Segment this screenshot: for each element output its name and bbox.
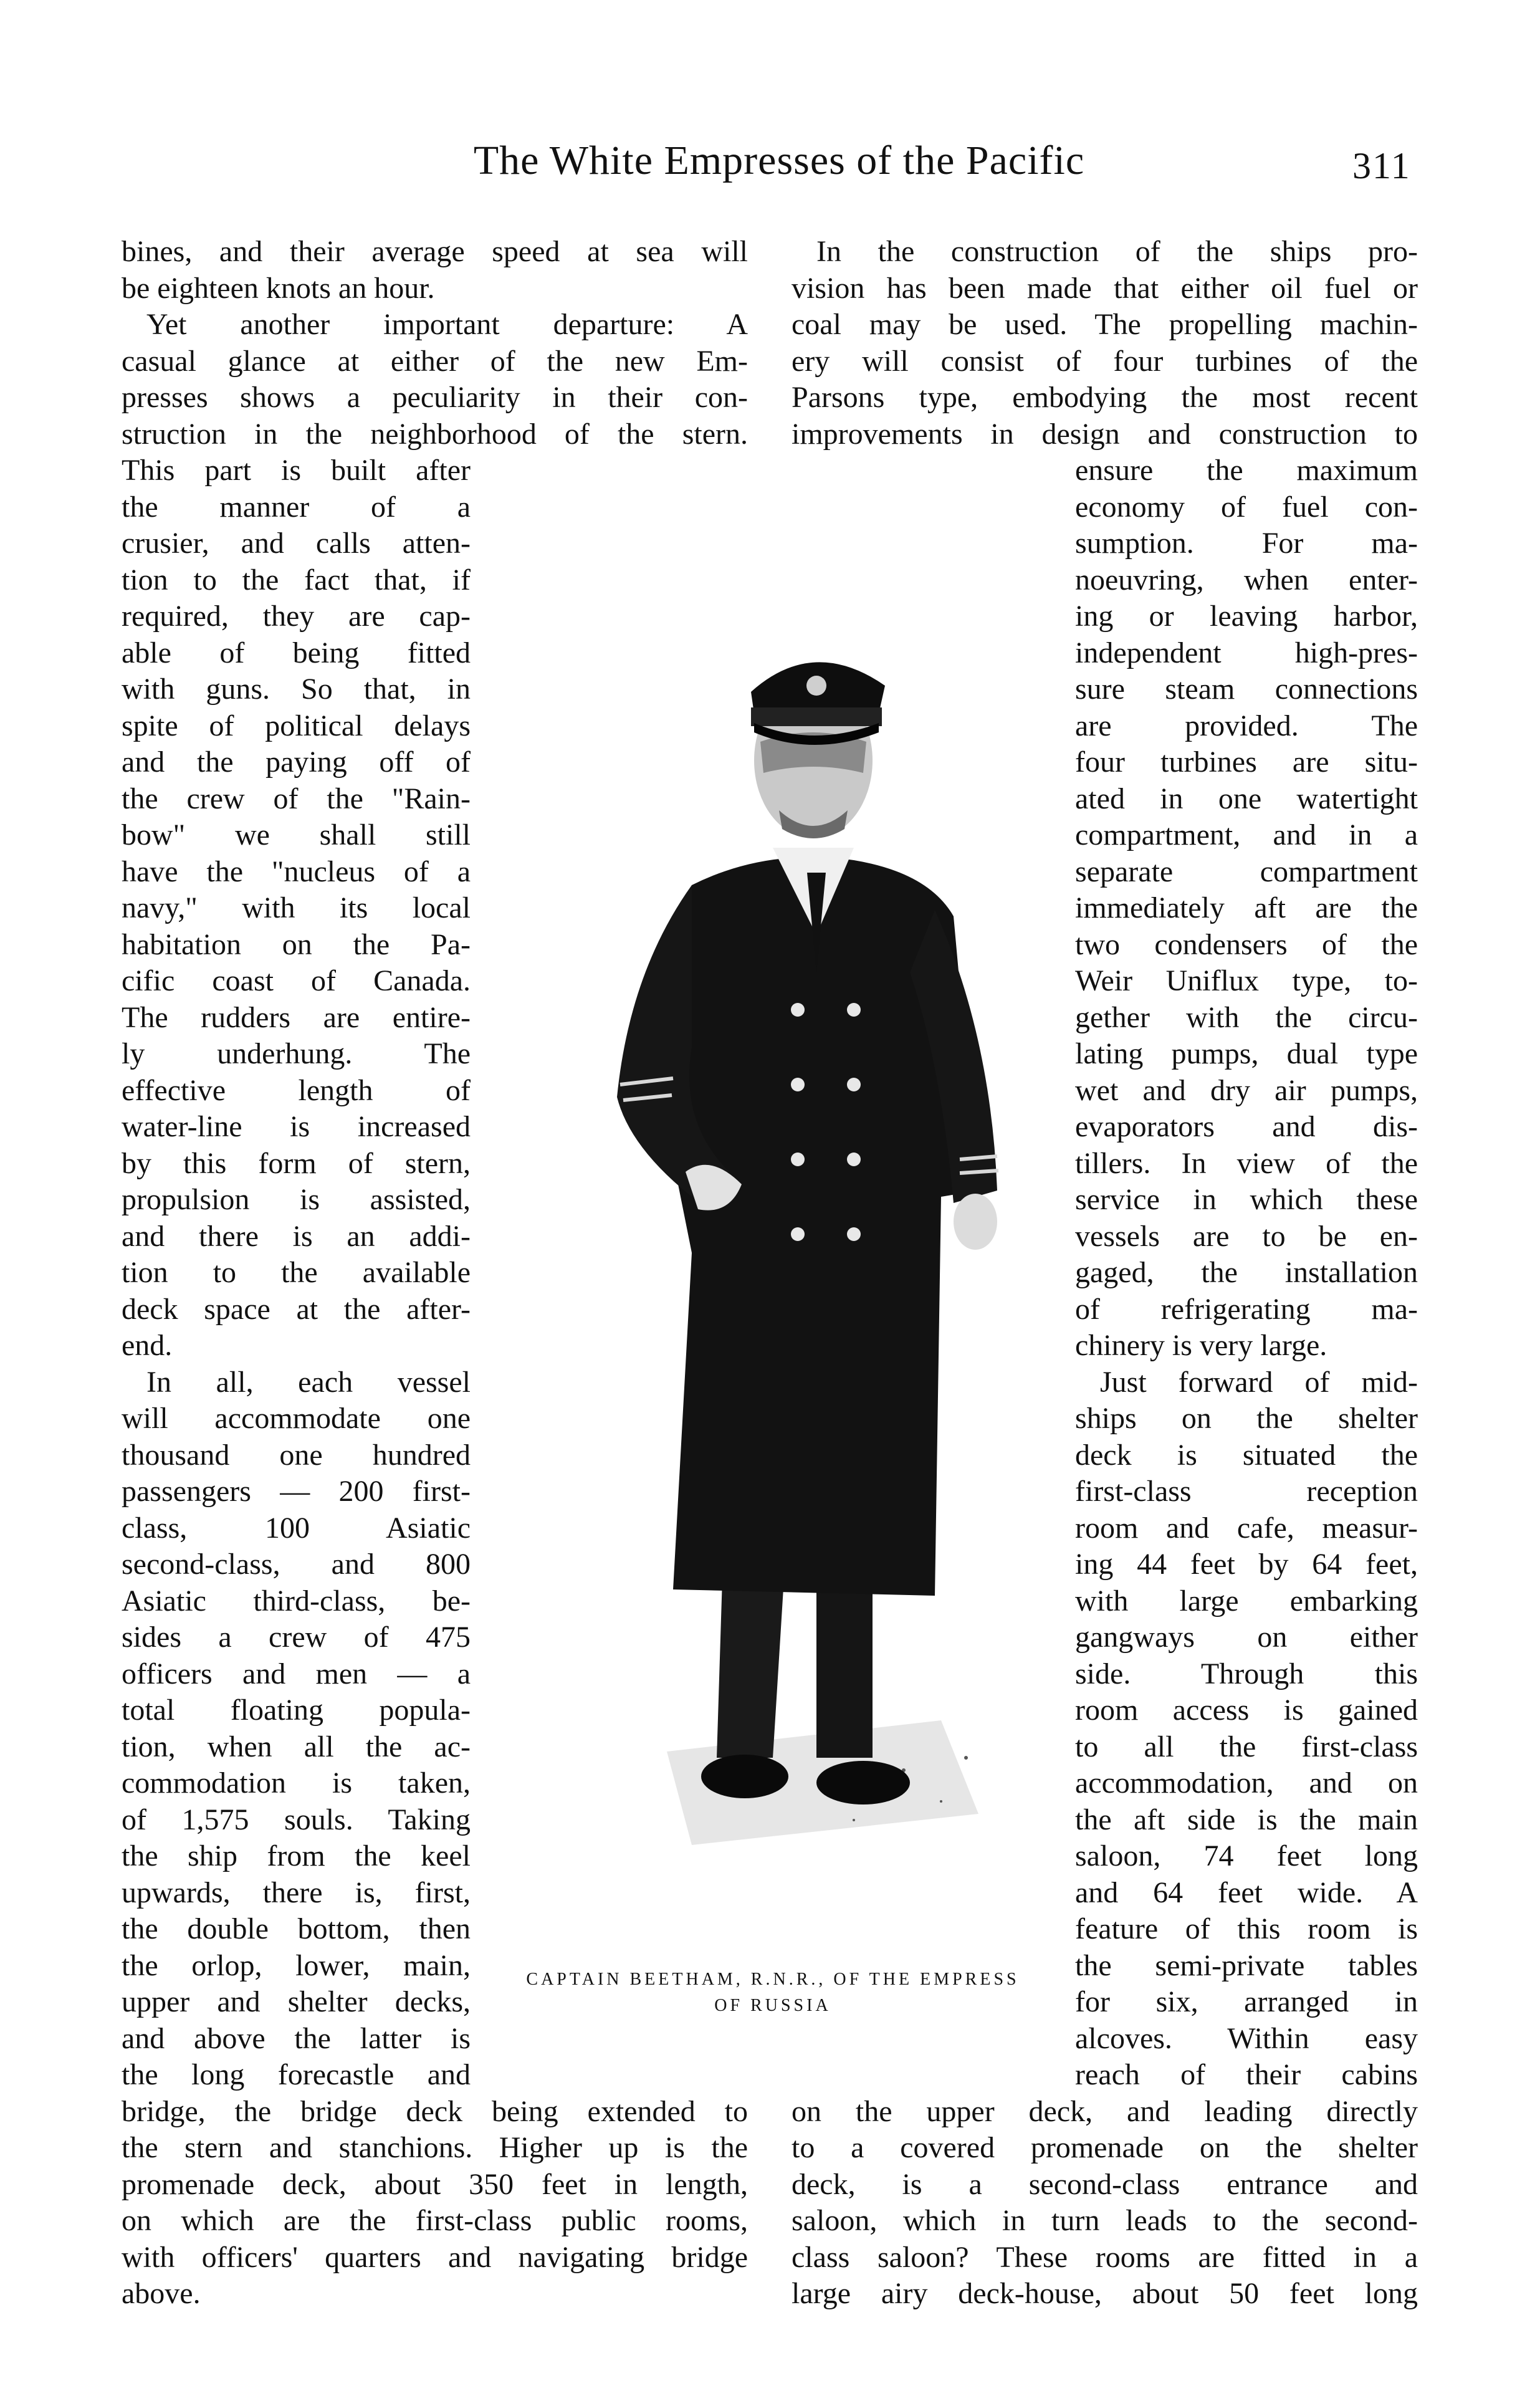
text-line: bines, and their average speed at sea will [122,235,748,268]
text-line: and the paying off of [122,745,471,779]
text-line: ing or leaving harbor, [1075,600,1418,633]
text-line: tion, when all the ac- [122,1730,471,1763]
text-line: alcoves. Within easy [1075,2021,1418,2055]
text-line: the ship from the keel [122,1839,471,1872]
page-number: 311 [1352,145,1411,186]
text-line: chinery is very large. [1075,1329,1327,1362]
text-line: on which are the first-class public rooms, [122,2204,748,2237]
text-line: be eighteen knots an hour. [122,271,435,305]
text-line: separate compartment [1075,855,1418,888]
text-line: end. [122,1329,173,1362]
text-line: room access is gained [1075,1694,1418,1727]
text-line: ing 44 feet by 64 feet, [1075,1548,1418,1581]
text-line: struction in the neighborhood of the stern. [122,417,748,451]
captain-photograph [505,536,1041,1882]
running-title: The White Empresses of the Pacific [473,138,1085,183]
caption-line: OF RUSSIA [714,1996,831,2015]
text-line: deck is situated the [1075,1438,1418,1472]
text-line: second-class, and 800 [122,1548,471,1581]
text-line: improvements in design and construction to [792,417,1418,451]
text-line: and 64 feet wide. A [1075,1876,1418,1909]
text-line: to all the first-class [1075,1730,1418,1763]
text-line: gether with the circu- [1075,1000,1418,1034]
text-line: able of being fitted [122,636,471,669]
text-line: with officers' quarters and navigating bridge [122,2240,748,2274]
text-line: deck, is a second-class entrance and [792,2167,1418,2201]
text-line: spite of political delays [122,709,471,742]
text-line: the manner of a [122,490,471,524]
text-line: sumption. For ma- [1075,527,1418,560]
text-line: propulsion is assisted, [122,1183,471,1216]
text-line: on the upper deck, and leading directly [792,2094,1418,2128]
text-line: reach of their cabins [1075,2058,1418,2091]
text-line: are provided. The [1075,709,1418,742]
text-line: the long forecastle and [122,2058,471,2091]
text-line: bridge, the bridge deck being extended to [122,2094,748,2128]
text-line: water-line is increased [122,1110,471,1143]
text-line: will accommodate one [122,1402,471,1435]
text-line: for six, arranged in [1075,1985,1418,2018]
text-line: presses shows a peculiarity in their con- [122,381,748,414]
text-line: noeuvring, when enter- [1075,563,1418,597]
text-line: of refrigerating ma- [1075,1292,1418,1326]
text-line: the double bottom, then [122,1912,471,1945]
text-line: tillers. In view of the [1075,1146,1418,1180]
text-line: the aft side is the main [1075,1803,1418,1836]
text-line: with large embarking [1075,1584,1418,1618]
text-line: vessels are to be en- [1075,1219,1418,1253]
text-line: ships on the shelter [1075,1402,1418,1435]
text-line: feature of this room is [1075,1912,1418,1945]
text-line: bow" we shall still [122,818,471,851]
text-line: above. [122,2277,201,2310]
text-line: evaporators and dis- [1075,1110,1418,1143]
text-line: crusier, and calls atten- [122,527,471,560]
text-line: passengers — 200 first- [122,1475,471,1508]
text-line: effective length of [122,1073,471,1107]
text-line: four turbines are situ- [1075,745,1418,779]
text-line: required, they are cap- [122,600,471,633]
text-line: the semi-private tables [1075,1948,1418,1982]
text-line: coal may be used. The propelling machin- [792,308,1418,341]
text-line: Asiatic third-class, be- [122,1584,471,1618]
text-line: tion to the available [122,1256,471,1289]
text-line: independent high-pres- [1075,636,1418,669]
text-line: ensure the maximum [1075,454,1418,487]
text-line: Weir Uniflux type, to- [1075,964,1418,997]
text-line: sure steam connections [1075,673,1418,706]
text-line: commodation is taken, [122,1766,471,1800]
text-line: habitation on the Pa- [122,927,471,961]
text-line: class, 100 Asiatic [122,1511,471,1545]
text-line: In the construction of the ships pro- [816,235,1418,268]
text-line: economy of fuel con- [1075,490,1418,524]
text-line: deck space at the after- [122,1292,471,1326]
text-line: upper and shelter decks, [122,1985,471,2018]
text-line: lating pumps, dual type [1075,1037,1418,1070]
text-line: have the "nucleus of a [122,855,471,888]
text-line: ly underhung. The [122,1037,471,1070]
text-line: accommodation, and on [1075,1766,1418,1800]
text-line: ated in one watertight [1075,782,1418,815]
text-line: navy," with its local [122,891,471,924]
text-line: class saloon? These rooms are fitted in a [792,2240,1418,2274]
text-line: total floating popula- [122,1694,471,1727]
text-line: with guns. So that, in [122,673,471,706]
text-line: In all, each vessel [146,1365,471,1399]
text-line: The rudders are entire- [122,1000,471,1034]
text-line: thousand one hundred [122,1438,471,1472]
text-line: large airy deck-house, about 50 feet long [792,2277,1418,2310]
text-line: and above the latter is [122,2021,471,2055]
text-line: the crew of the "Rain- [122,782,471,815]
text-line: gaged, the installation [1075,1256,1418,1289]
text-line: casual glance at either of the new Em- [122,344,748,378]
text-line: This part is built after [122,454,471,487]
text-line: Just forward of mid- [1100,1365,1418,1399]
text-line: upwards, there is, first, [122,1876,471,1909]
text-line: service in which these [1075,1183,1418,1216]
text-line: ery will consist of four turbines of the [792,344,1418,378]
text-line: Yet another important departure: A [146,308,748,341]
text-line: the orlop, lower, main, [122,1948,471,1982]
text-line: sides a crew of 475 [122,1621,471,1654]
text-line: saloon, which in turn leads to the second- [792,2204,1418,2237]
text-line: wet and dry air pumps, [1075,1073,1418,1107]
text-line: compartment, and in a [1075,818,1418,851]
text-line: promenade deck, about 350 feet in length, [122,2167,748,2201]
text-line: room and cafe, measur- [1075,1511,1418,1545]
text-line: cific coast of Canada. [122,964,471,997]
text-line: vision has been made that either oil fuel or [792,271,1418,305]
text-line: of 1,575 souls. Taking [122,1803,471,1836]
text-line: and there is an addi- [122,1219,471,1253]
text-line: saloon, 74 feet long [1075,1839,1418,1872]
text-line: the stern and stanchions. Higher up is the [122,2131,748,2164]
text-line: Parsons type, embodying the most recent [792,381,1418,414]
text-line: to a covered promenade on the shelter [792,2131,1418,2164]
text-line: side. Through this [1075,1657,1418,1690]
text-line: first-class reception [1075,1475,1418,1508]
text-line: gangways on either [1075,1621,1418,1654]
text-line: tion to the fact that, if [122,563,471,597]
text-line: immediately aft are the [1075,891,1418,924]
photo-caption [486,1967,1059,2019]
caption-line: CAPTAIN BEETHAM, R.N.R., OF THE EMPRESS [526,1970,1020,1989]
text-line: officers and men — a [122,1657,471,1690]
text-line: by this form of stern, [122,1146,471,1180]
text-line: two condensers of the [1075,927,1418,961]
